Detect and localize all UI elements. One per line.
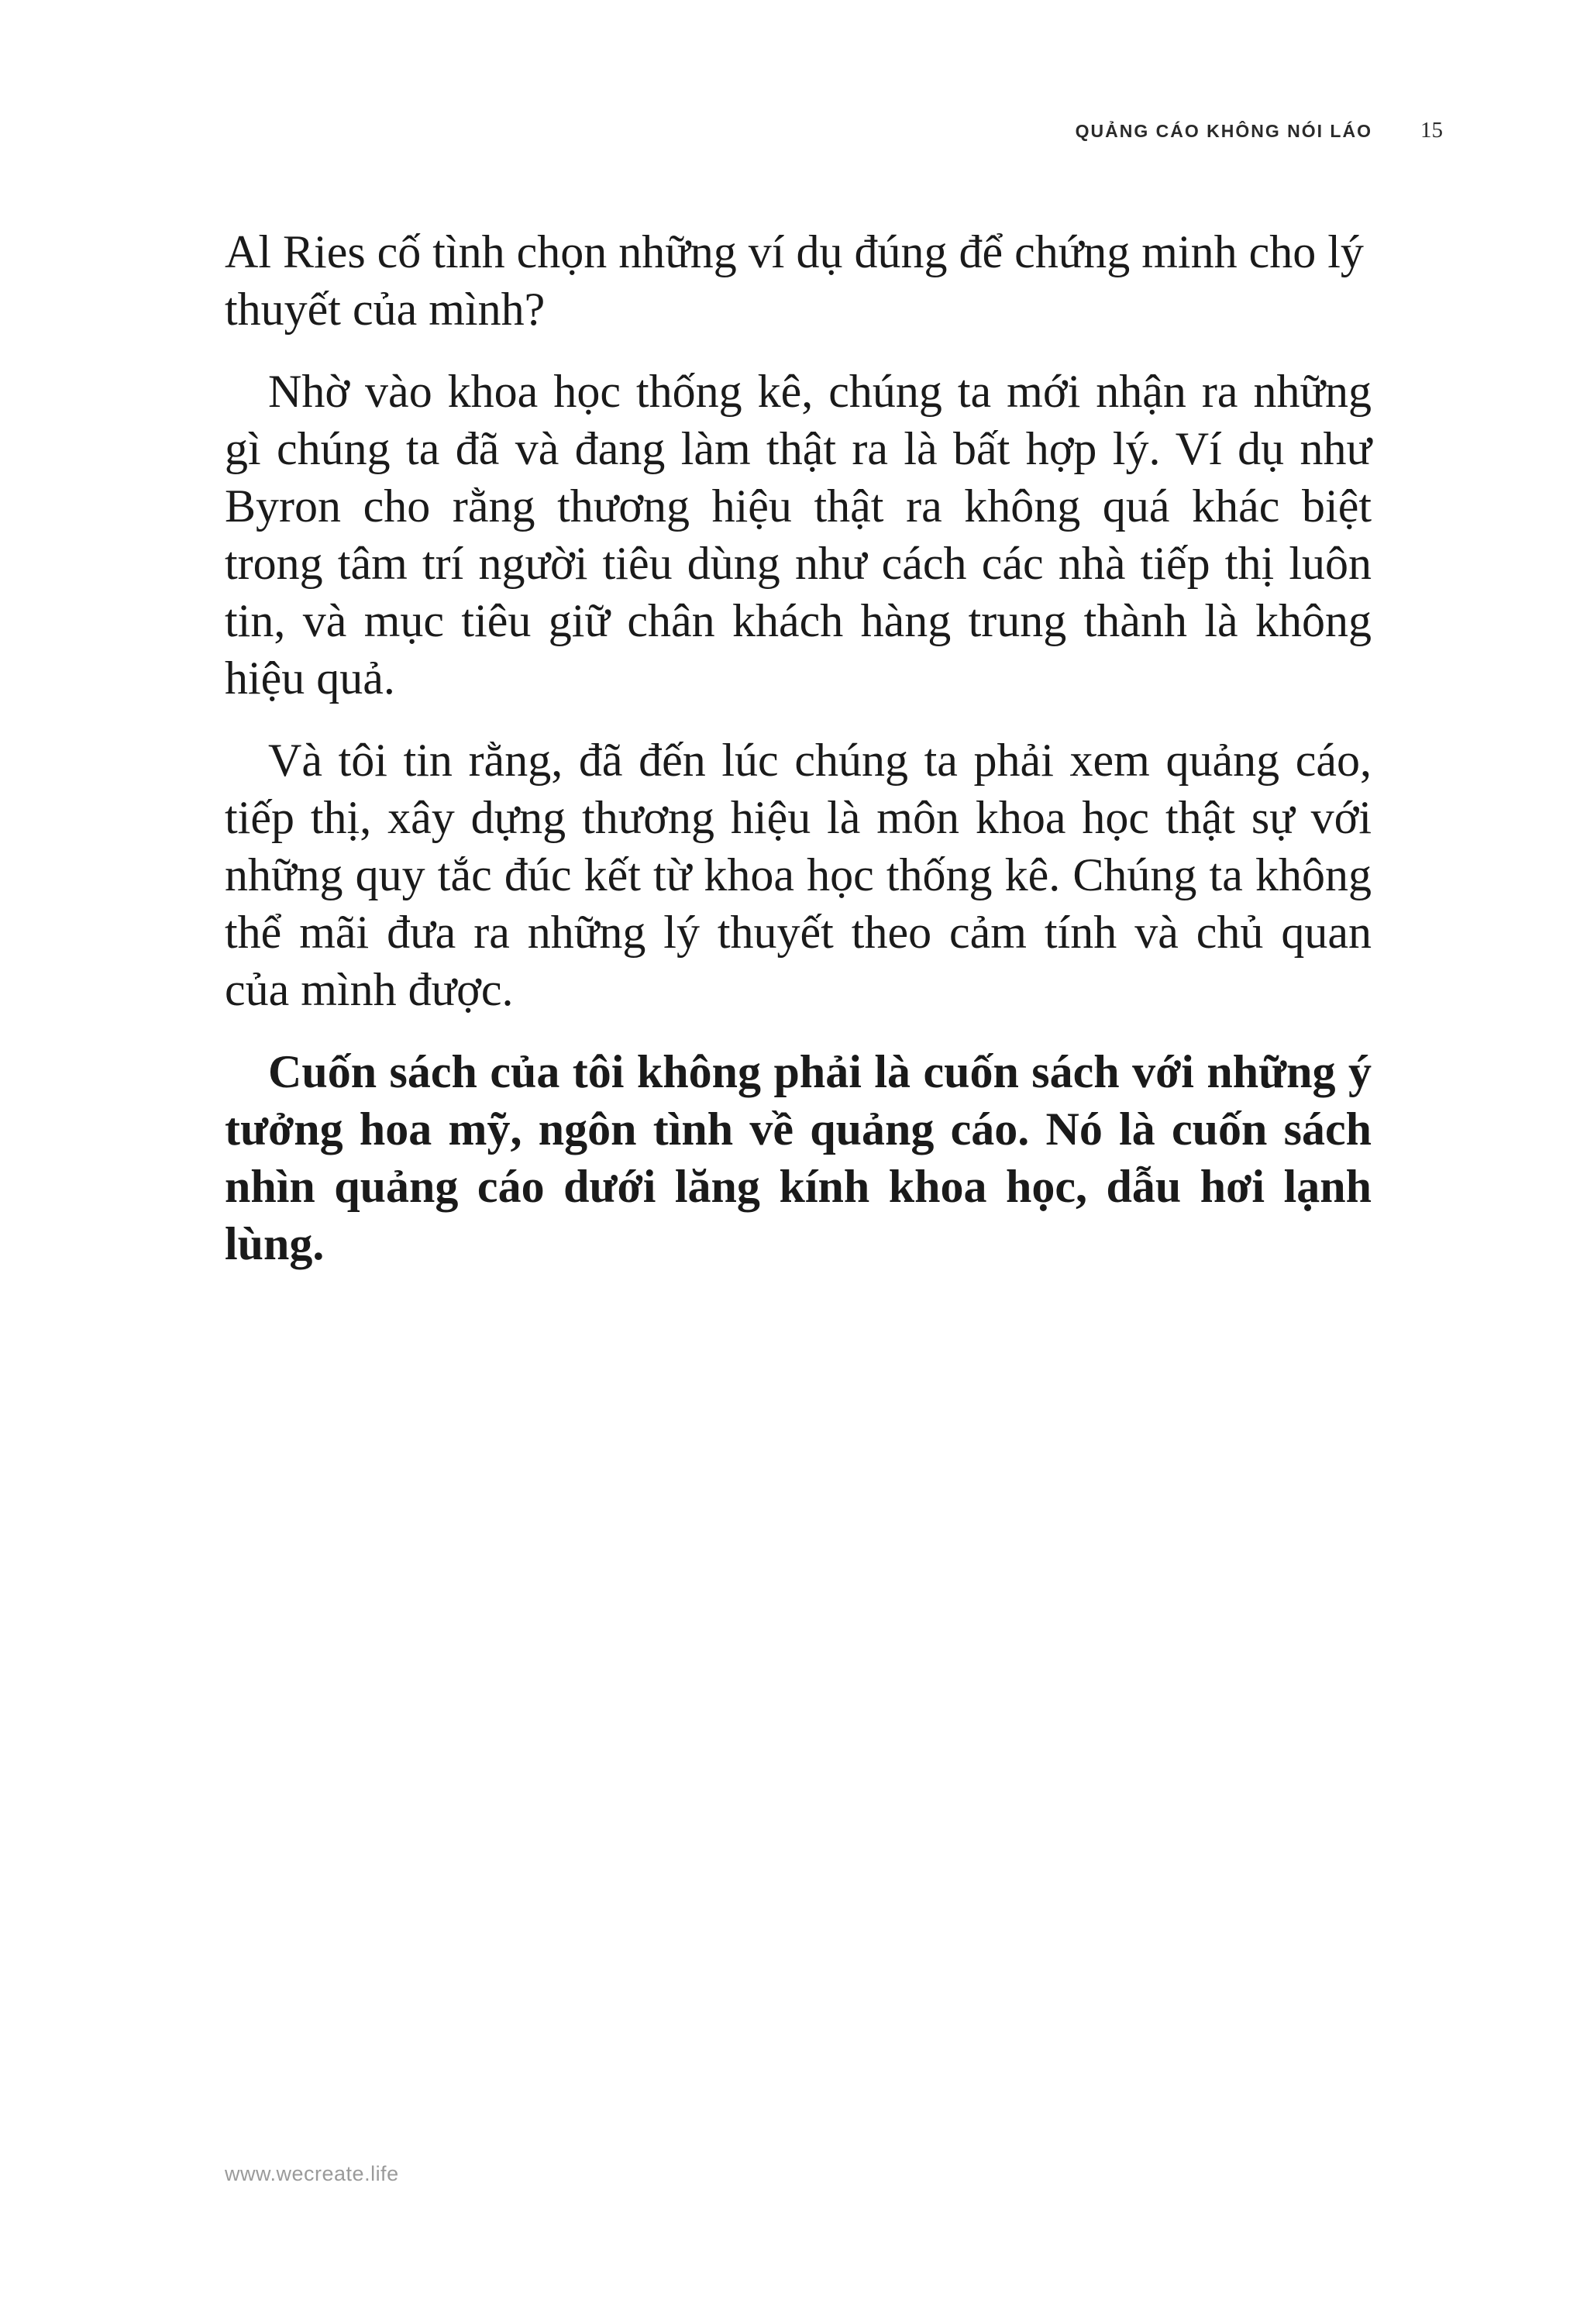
running-header [1076, 118, 1443, 143]
book-title-header: QUẢNG CÁO KHÔNG NÓI LÁO [1075, 121, 1372, 141]
paragraph-1: Al Ries cố tình chọn những ví dụ đúng để chứng minh cho lý thuyết của mình? [225, 226, 1364, 335]
paragraph-3: Và tôi tin rằng, đã đến lúc chúng ta phải xem quảng cáo, tiếp thị, xây dựng thương hiệu là môn khoa học thật sự với những quy tắc đúc kết từ khoa học thống kê. Chúng ta không thể mãi đưa ra những lý thuyết theo cảm tính và chủ quan của mình được. [225, 735, 1372, 1015]
footer-url: www.wecreate.life [225, 2162, 399, 2185]
page-body [225, 223, 1372, 1297]
paragraph-2: Nhờ vào khoa học thống kê, chúng ta mới nhận ra những gì chúng ta đã và đang làm thật ra là bất hợp lý. Ví dụ như Byron cho rằng thương hiệu thật ra không quá khác biệt trong tâm trí người tiêu dùng như cách các nhà tiếp thị luôn tin, và mục tiêu giữ chân khách hàng trung thành là không hiệu quả. [225, 366, 1372, 704]
page-number: 15 [1420, 118, 1443, 143]
paragraph-4-bold: Cuốn sách của tôi không phải là cuốn sách với những ý tưởng hoa mỹ, ngôn tình về quảng cáo. Nó là cuốn sách nhìn quảng cáo dưới lăng kính khoa học, dẫu hơi lạnh lùng. [225, 1046, 1372, 1269]
